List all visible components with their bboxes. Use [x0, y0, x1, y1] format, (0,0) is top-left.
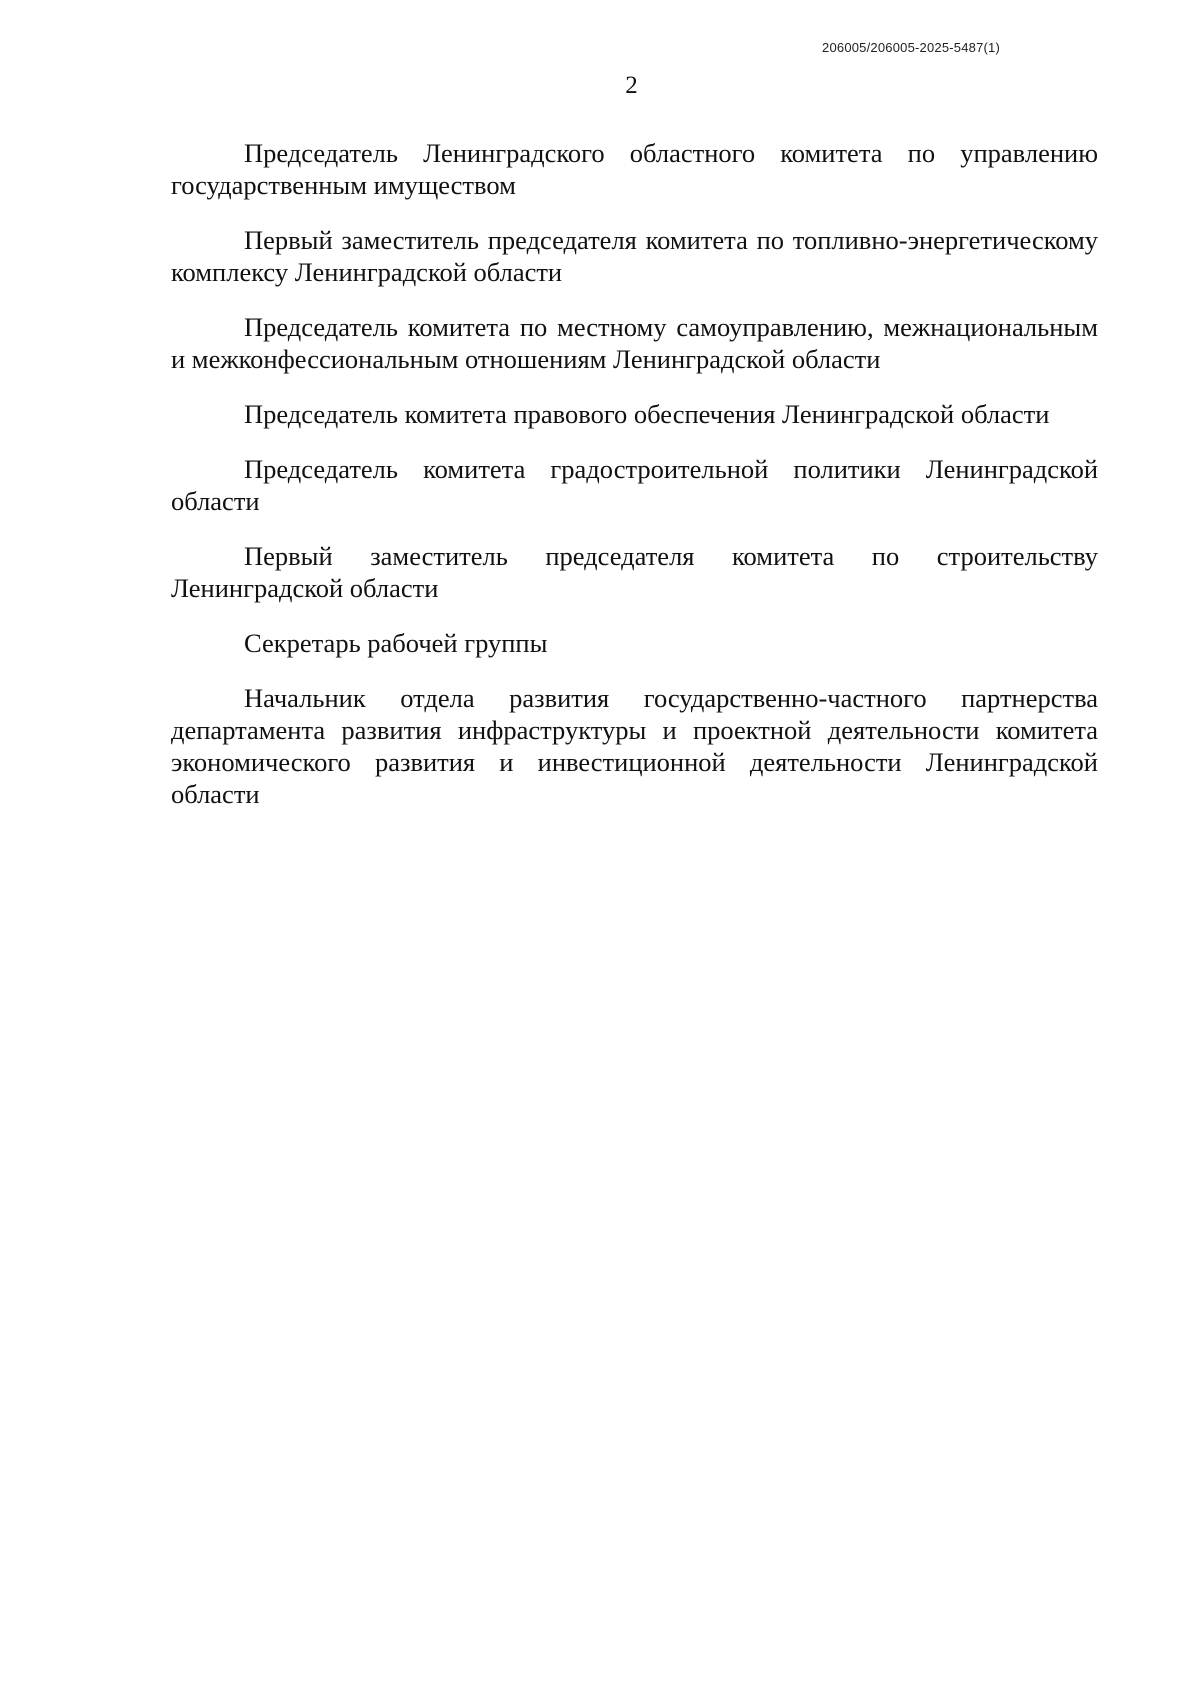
paragraph-construction-first-deputy: Первый заместитель председателя комитета по строительству Ленинградской области [171, 541, 1098, 603]
paragraph-urban-planning-committee-chair: Председатель комитета градостроительной политики Ленинградской области [171, 454, 1098, 516]
document-body [171, 137, 1098, 810]
page-number: 2 [625, 72, 638, 99]
document-registration-number: 206005/206005-2025-5487(1) [822, 40, 1000, 55]
paragraph-ppp-department-head: Начальник отдела развития государственно-частного партнерства департамента развития инфраструктуры и проектной деятельности комитета экономического развития и инвестиционной деятельности Ленинградской области [171, 683, 1098, 809]
paragraph-legal-committee-chair: Председатель комитета правового обеспечения Ленинградской области [244, 399, 1050, 429]
paragraph-fuel-energy-first-deputy: Первый заместитель председателя комитета по топливно-энергетическому комплексу Ленинградской области [171, 225, 1098, 287]
paragraph-local-government-committee-chair: Председатель комитета по местному самоуправлению, межнациональным и межконфессиональным отношениям Ленинградской области [171, 312, 1098, 374]
paragraph-state-property-committee-chair: Председатель Ленинградского областного комитета по управлению государственным имуществом [171, 138, 1098, 200]
paragraph-working-group-secretary: Секретарь рабочей группы [244, 628, 548, 658]
